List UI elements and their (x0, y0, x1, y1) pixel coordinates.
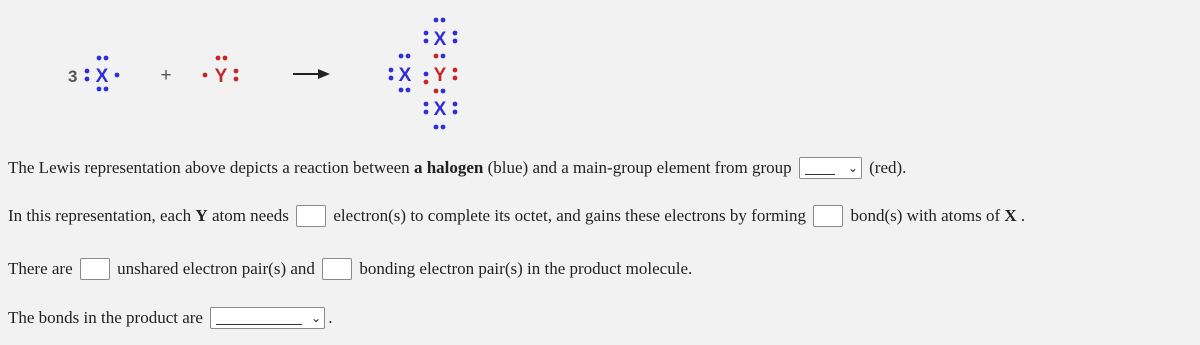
question3-middle: unshared electron pair(s) and (112, 259, 320, 278)
bonding-pairs-input[interactable] (322, 258, 352, 280)
reactant-y-lewis-structure (203, 56, 239, 87)
question4-prefix: The bonds in the product are (8, 308, 208, 327)
bond-type-select[interactable] (210, 307, 325, 329)
group-select[interactable] (799, 157, 862, 179)
top-x-atom-symbol: X (433, 29, 447, 50)
question1-middle: (blue) and a main-group element from group (483, 158, 796, 177)
question2-part2: atom needs (207, 206, 294, 225)
question-pairs-line (8, 258, 692, 280)
left-x-atom-symbol: X (398, 65, 412, 86)
question3-suffix: bonding electron pair(s) in the product molecule. (355, 259, 693, 278)
chevron-down-icon: ⌄ (847, 161, 858, 175)
center-y-atom-symbol: Y (433, 65, 447, 86)
question-group-line (8, 157, 906, 179)
product-lewis-structure (389, 18, 458, 130)
question4-suffix: . (328, 308, 333, 327)
electrons-needed-input[interactable] (296, 205, 326, 227)
question-bond-type-line (8, 307, 332, 329)
plus-sign: + (160, 65, 172, 86)
question1-prefix: The Lewis representation above depicts a reaction between (8, 158, 414, 177)
question2-suffix: . (1016, 206, 1026, 225)
question1-suffix: (red). (864, 158, 907, 177)
y-atom-symbol: Y (214, 66, 228, 87)
coefficient-label: 3 (68, 67, 78, 86)
select-blank (805, 162, 835, 175)
question2-bold-y: Y (195, 206, 208, 225)
question2-prefix: In this representation, each (8, 206, 196, 225)
reaction-arrow (293, 69, 330, 79)
bonds-formed-input[interactable] (813, 205, 843, 227)
chevron-down-icon: ⌄ (311, 311, 322, 325)
question3-prefix: There are (8, 259, 77, 278)
lewis-reaction-diagram (0, 0, 1200, 150)
select-blank (216, 312, 302, 325)
question2-part3: electron(s) to complete its octet, and gains these electrons by forming (329, 206, 811, 225)
x-atom-symbol: X (95, 66, 109, 87)
question2-bold-x: X (1004, 206, 1017, 225)
question1-bold-halogen: a halogen (413, 158, 484, 177)
question-electrons-line (8, 205, 1025, 227)
bottom-x-atom-symbol: X (433, 99, 447, 120)
reactant-x-lewis-structure (68, 56, 119, 92)
unshared-pairs-input[interactable] (80, 258, 110, 280)
question2-part4: bond(s) with atoms of (846, 206, 1005, 225)
